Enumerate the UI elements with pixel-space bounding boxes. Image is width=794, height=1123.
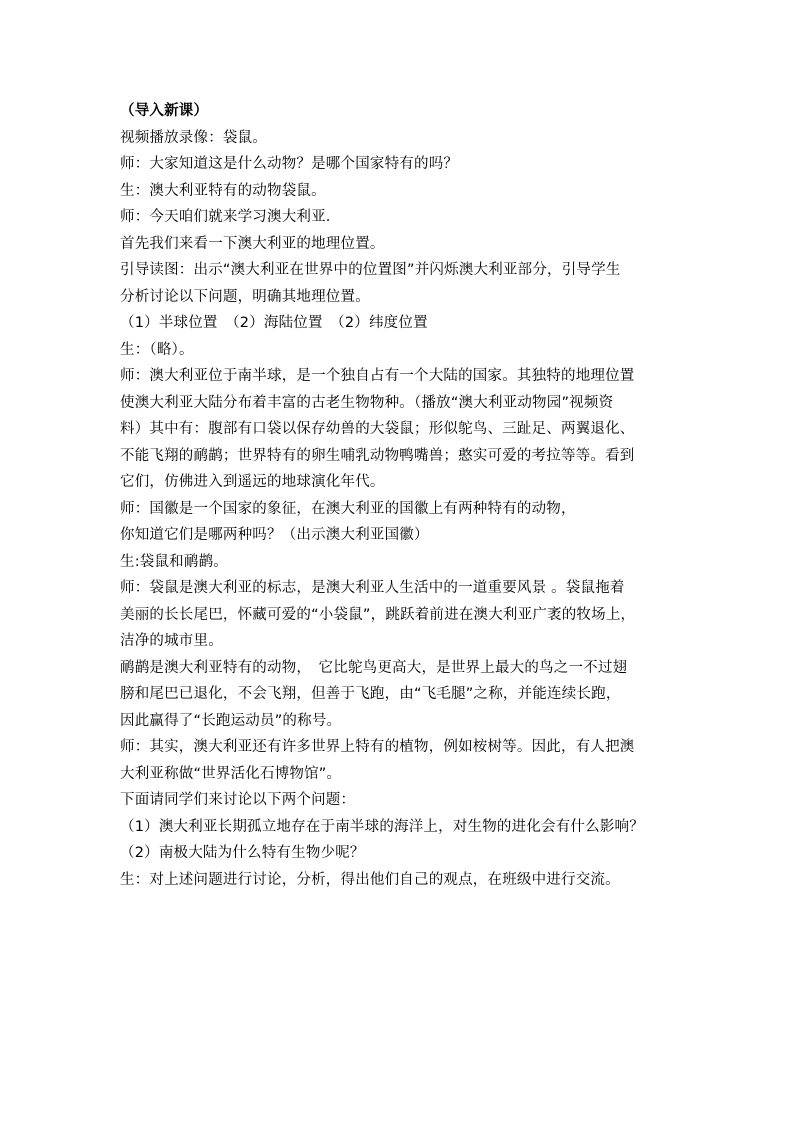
paragraph-line: 师：袋鼠是澳大利亚的标志，是澳大利亚人生活中的一道重要风景 。袋鼠拖着 xyxy=(120,580,625,596)
paragraph-line: 它们，仿佛进入到遥远的地球演化年代。 xyxy=(120,474,385,490)
paragraph-line: 膀和尾巴已退化，不会飞翔，但善于飞跑，由“飞毛腿”之称，并能连续长跑， xyxy=(120,686,621,702)
paragraph-line: 因此赢得了“长跑运动员”的称号。 xyxy=(120,712,342,729)
paragraph-line: 洁净的城市里。 xyxy=(120,633,223,649)
paragraph-line: 首先我们来看一下澳大利亚的地理位置。 xyxy=(120,235,385,252)
paragraph-line: 生：澳大利亚特有的动物袋鼠。 xyxy=(120,182,326,199)
paragraph-line: 不能飞翔的鸸鹋；世界特有的卵生哺乳动物鸭嘴兽；憨实可爱的考拉等等。看到 xyxy=(120,447,635,464)
paragraph-line: （2）南极大陆为什么特有生物少呢？ xyxy=(120,845,365,861)
section-heading: （导入新课） xyxy=(120,103,209,119)
paragraph-line: 师：其实，澳大利亚还有许多世界上特有的植物，例如桉树等。因此，有人把澳 xyxy=(120,739,635,755)
paragraph-line: 美丽的长长尾巴，怀藏可爱的“小袋鼠”，跳跃着前进在澳大利亚广袤的牧场上， xyxy=(120,606,636,623)
paragraph-line: 生：对上述问题进行讨论，分析，得出他们自己的观点，在班级中进行交流。 xyxy=(120,871,620,888)
paragraph-line: 师：今天咱们就来学习澳大利亚. xyxy=(120,209,331,225)
paragraph-line: 生:袋鼠和鸸鹋。 xyxy=(120,553,228,570)
paragraph-line: 师：澳大利亚位于南半球，是一个独自占有一个大陆的国家。其独特的地理位置 xyxy=(120,368,635,384)
paragraph-line: 引导读图：出示“澳大利亚在世界中的位置图”并闪烁澳大利亚部分，引导学生 xyxy=(120,262,621,278)
paragraph-line: 生：（略）。 xyxy=(120,341,194,358)
paragraph-line: （1）半球位置 （2）海陆位置 （2）纬度位置 xyxy=(120,315,428,331)
paragraph-line: 分析讨论以下问题，明确其地理位置。 xyxy=(120,288,370,305)
paragraph-line: 料）其中有：腹部有口袋以保存幼兽的大袋鼠；形似鸵鸟、三趾足、两翼退化、 xyxy=(120,421,635,437)
paragraph-line: （1）澳大利亚长期孤立地存在于南半球的海洋上，对生物的进化会有什么影响？ xyxy=(120,818,644,835)
paragraph-line: 师：国徽是一个国家的象征，在澳大利亚的国徽上有两种特有的动物， xyxy=(120,500,576,517)
paragraph-line: 你知道它们是哪两种吗？（出示澳大利亚国徽） xyxy=(120,527,429,543)
document-body xyxy=(120,98,680,893)
paragraph-line: 师：大家知道这是什么动物？是哪个国家特有的吗？ xyxy=(120,156,459,172)
paragraph-line: 视频播放录像：袋鼠。 xyxy=(120,129,267,146)
paragraph-line: 鸸鹋是澳大利亚特有的动物， 它比鸵鸟更高大，是世界上最大的鸟之一不过翅 xyxy=(120,659,628,676)
paragraph-line: 大利亚称做“世界活化石博物馆”。 xyxy=(120,765,342,782)
paragraph-line: 使澳大利亚大陆分布着丰富的古老生物物种。（播放“澳大利亚动物园”视频资 xyxy=(120,394,614,411)
paragraph-line: 下面请同学们来讨论以下两个问题： xyxy=(120,792,356,808)
